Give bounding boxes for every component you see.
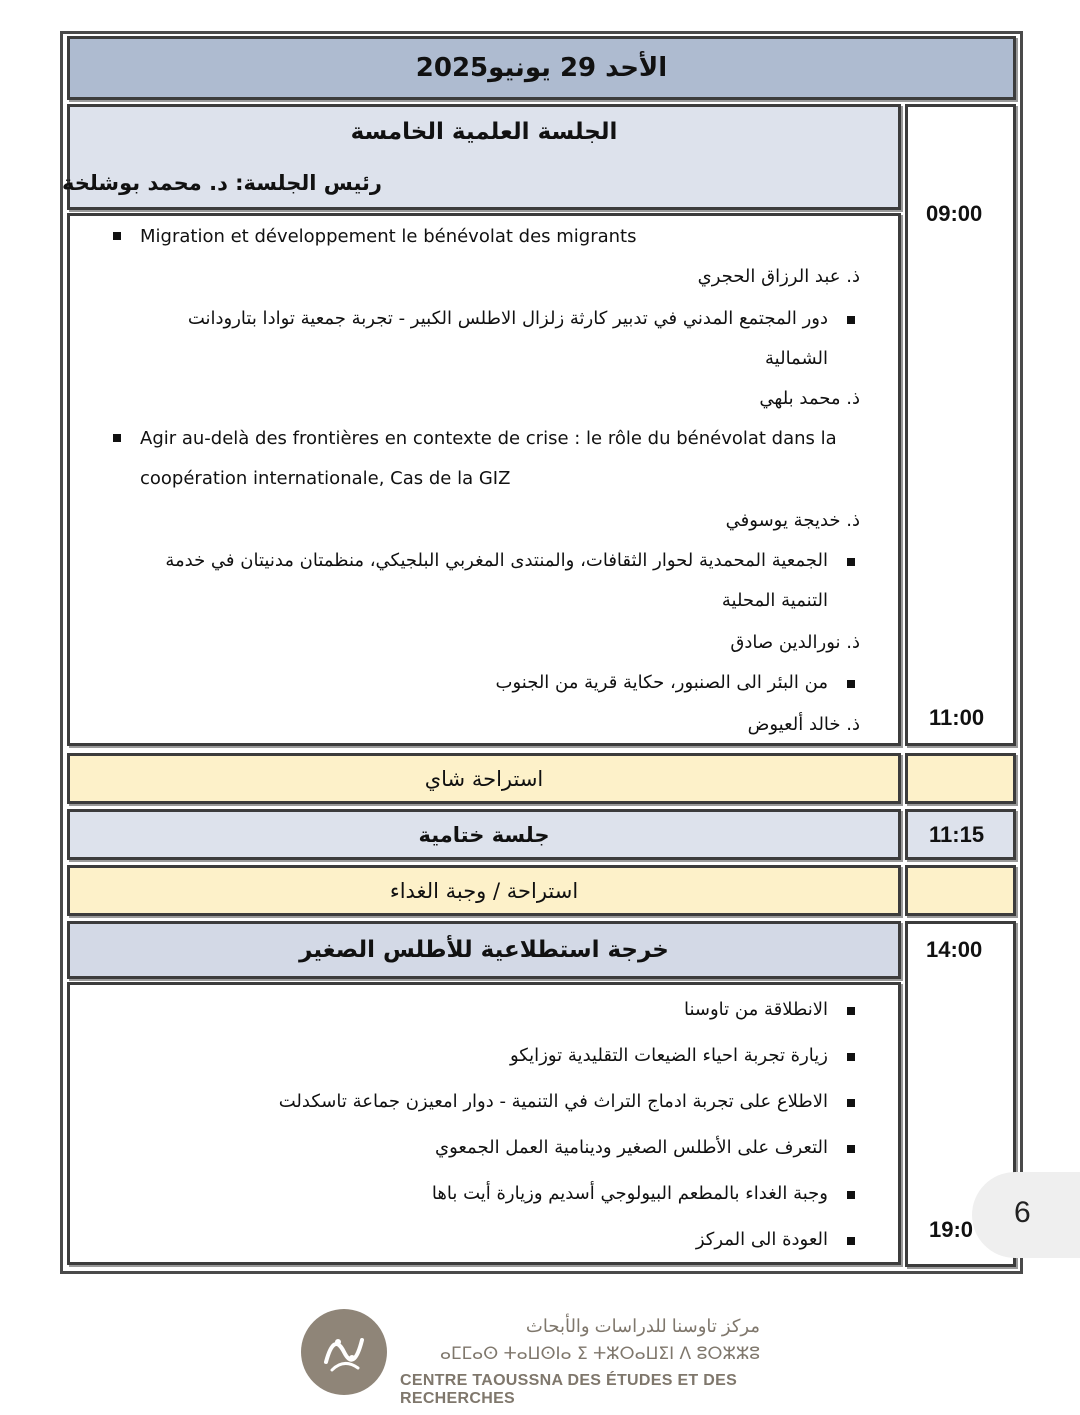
date-header: الأحد 29 يونيو2025 [67,36,1016,100]
time-start: 09:00 [926,201,983,226]
talk-title: Migration et développement le bénévolat des migrants [140,226,637,247]
bullet-icon [847,316,855,324]
closing-time-cell [905,809,1016,860]
speaker-name: ذ. خالد ألعيوض [747,714,860,735]
excursion-header: خرجة استطلاعية للأطلس الصغير [67,921,901,979]
talk-title-continued: التنمية المحلية [721,590,828,611]
taoussna-logo-icon [301,1309,387,1395]
bullet-icon [847,1053,855,1061]
lunch-break-row: استراحة / وجبة الغداء [67,865,901,916]
bullet-icon [113,232,121,240]
footer-latin-name: CENTRE TAOUSSNA DES ÉTUDES ET DES RECHERCHES [400,1372,738,1407]
talk-title: من البئر الى الصنبور، حكاية قرية من الجنوب [496,672,828,693]
itinerary-item: زيارة تجربة احياء الضيعات التقليدية توزايكو [510,1045,828,1066]
talk-title-continued: الشمالية [765,348,828,369]
talk-title: Agir au-delà des frontières en contexte de crise : le rôle du bénévolat dans la [140,428,837,449]
speaker-name: ذ. محمد بلهي [759,388,860,409]
page-number: 6 [1014,1196,1031,1229]
lunch-break-time-cell [905,865,1016,916]
bullet-icon [847,558,855,566]
bullet-icon [847,1237,855,1245]
time-end: 11:00 [929,705,985,730]
session-chair: رئيس الجلسة: د. محمد بوشلخة [61,171,382,195]
tea-break-time-cell [905,753,1016,804]
bullet-icon [847,680,855,688]
speaker-name: ذ. خديجة يوسوفي [725,510,860,531]
itinerary-item: العودة الى المركز [696,1229,828,1250]
talk-title: الجمعية المحمدية لحوار الثقافات، والمنتدى المغربي البلجيكي، منظمتان مدنيتان في خدمة [165,550,828,571]
excursion-time-start: 14:00 [926,937,983,962]
itinerary-item: التعرف على الأطلس الصغير ودينامية العمل الجمعوي [435,1137,828,1158]
talk-title-continued: coopération internationale, Cas de la GIZ [140,468,511,489]
bullet-icon [847,1191,855,1199]
session-time-cell [905,104,1016,746]
itinerary-item: الاطلاع على تجربة ادماج التراث في التنمية - دوار امعيزن جماعة تاسكدلت [279,1091,828,1112]
excursion-content [67,982,901,1265]
session-header [61,104,901,210]
talk-title: دور المجتمع المدني في تدبير كارثة زلزال الاطلس الكبير - تجربة جمعية توادا بتارودانت [188,308,828,329]
closing-time: 11:15 [929,822,985,847]
itinerary-item: وجبة الغداء بالمطعم البيولوجي أسديم وزيارة أيت باها [432,1183,828,1204]
speaker-name: ذ. عبد الرزاق الحجري [697,266,860,287]
tea-break-row: استراحة شاي [67,753,901,804]
itinerary-item: الانطلاقة من تاوسنا [684,999,828,1020]
bullet-icon [847,1007,855,1015]
bullet-icon [847,1099,855,1107]
footer-tifinagh-name: ⴰⵎⵎⴰⵙ ⵜⴰⵡⵙⵏⴰ ⵉ ⵜⵣⵔⴰⵡⵉⵏ ⴷ ⵓⵔⵣⵣⵓ [440,1344,760,1364]
speaker-name: ذ. نورالدين صادق [730,632,860,653]
footer-arabic-name: مركز تاوسنا للدراسات والأبحاث [525,1316,760,1336]
excursion-time-end: 19:0 [929,1217,974,1242]
session-title: الجلسة العلمية الخامسة [350,119,618,145]
bullet-icon [847,1145,855,1153]
session-content [67,213,901,746]
closing-session-row: جلسة ختامية [67,809,901,860]
bullet-icon [113,434,121,442]
